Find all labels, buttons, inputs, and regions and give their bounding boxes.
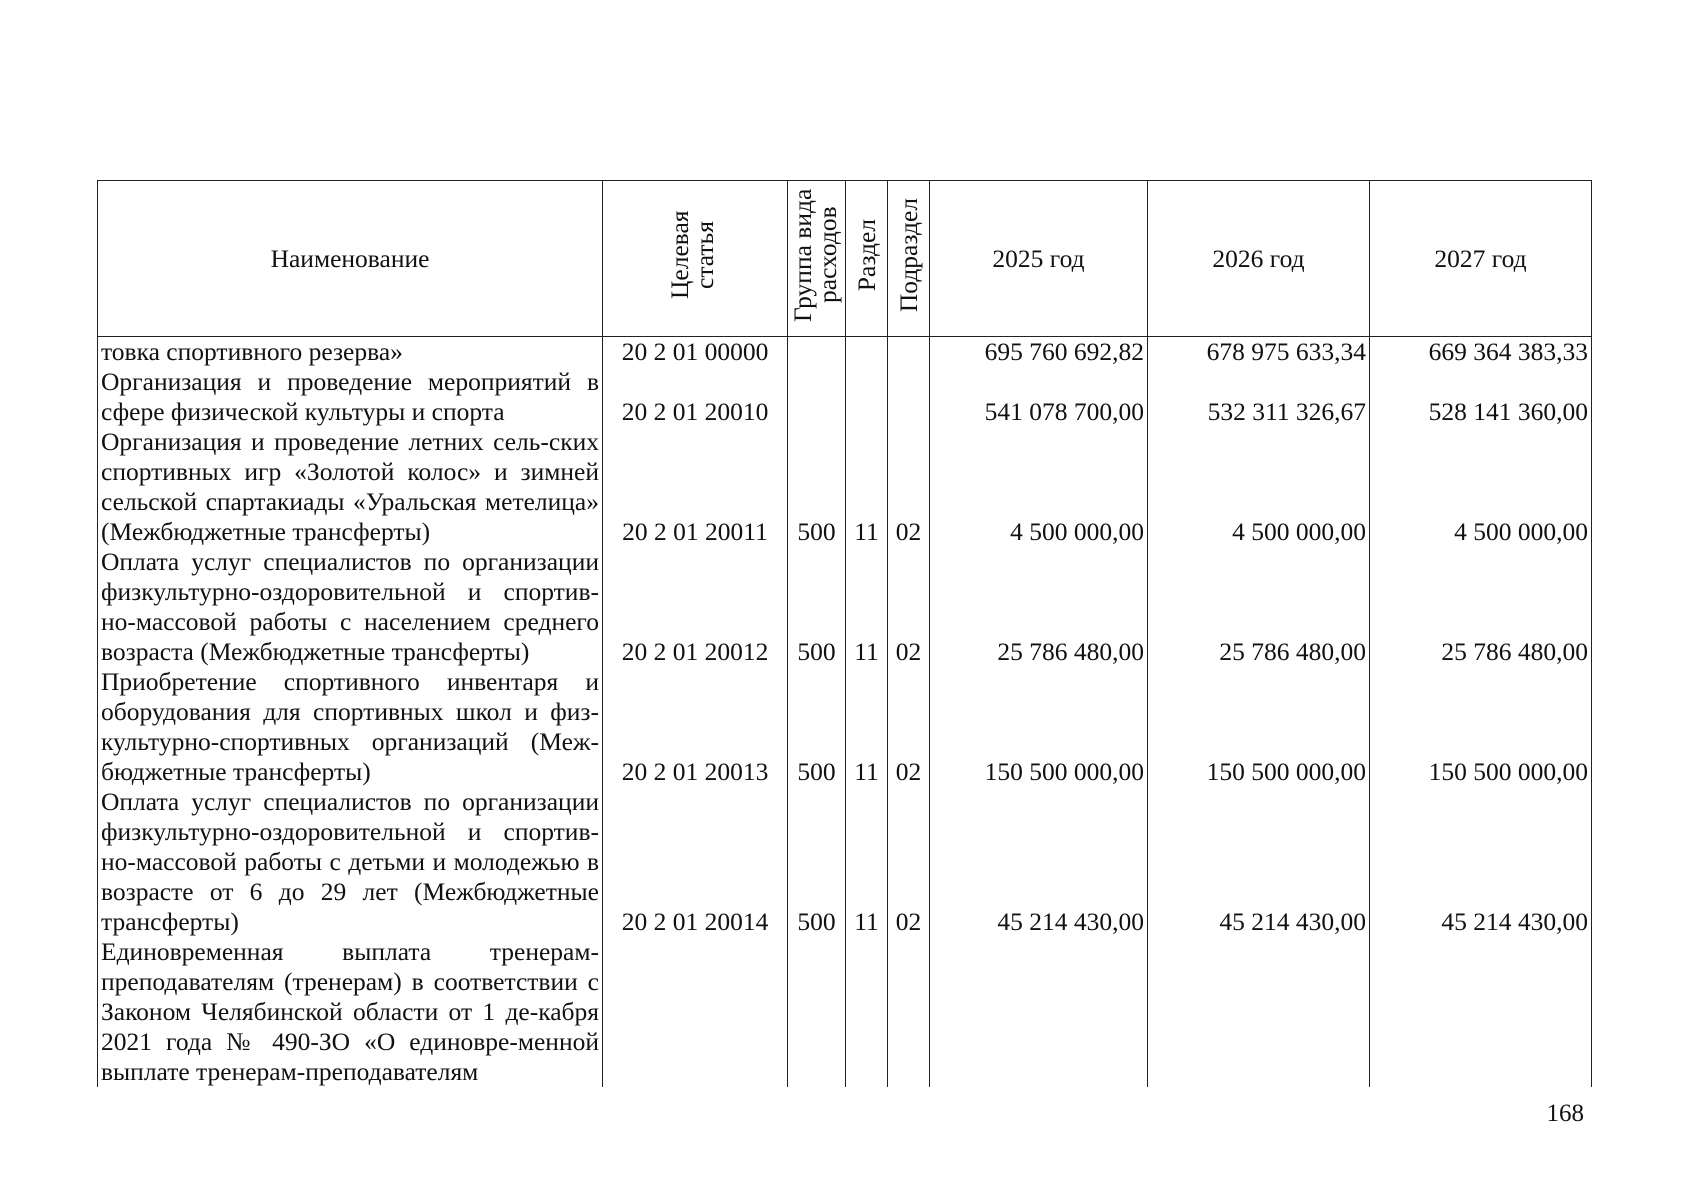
row-2025: 541 078 700,00 [930,367,1148,427]
header-target-article: Целевая статья [603,181,788,337]
row-2025 [930,937,1148,1087]
budget-table [97,180,1592,1087]
row-expense-group: 500 [788,667,846,787]
row-name: Организация и проведение летних сель-ских спортивных игр «Золотой колос» и зимней сельской спартакиады «Уральская метелица» (Межбюджетные трансферты) [98,427,603,547]
row-2027: 45 214 430,00 [1370,787,1592,937]
row-name: Оплата услуг специалистов по организации физкультурно-оздоровительной и спортив-но-массовой работы с детьми и молодежью в возрасте от 6 до 29 лет (Межбюджетные трансферты) [98,787,603,937]
table-row [98,787,1592,937]
row-target-article: 20 2 01 20012 [603,547,788,667]
row-2026: 532 311 326,67 [1148,367,1370,427]
row-section [846,367,888,427]
row-2027: 669 364 383,33 [1370,337,1592,368]
table-row [98,547,1592,667]
row-section: 11 [846,547,888,667]
row-name: Оплата услуг специалистов по организации физкультурно-оздоровительной и спортив-но-массовой работы с населением среднего возраста (Межбюджетные трансферты) [98,547,603,667]
row-section [846,337,888,368]
header-section: Раздел [846,181,888,337]
row-2027: 528 141 360,00 [1370,367,1592,427]
header-expense-group: Группа вида расходов [788,181,846,337]
row-section: 11 [846,667,888,787]
row-2025: 150 500 000,00 [930,667,1148,787]
row-section [846,937,888,1087]
row-expense-group: 500 [788,427,846,547]
header-subsection: Подраздел [888,181,930,337]
row-2027: 4 500 000,00 [1370,427,1592,547]
row-expense-group: 500 [788,547,846,667]
header-2026: 2026 год [1148,181,1370,337]
table-row [98,427,1592,547]
row-target-article: 20 2 01 00000 [603,337,788,368]
page-number: 168 [1546,1100,1584,1127]
table-header [98,181,1592,337]
row-name: Организация и проведение мероприятий в сфере физической культуры и спорта [98,367,603,427]
row-2025: 4 500 000,00 [930,427,1148,547]
row-subsection: 02 [888,667,930,787]
row-2026: 150 500 000,00 [1148,667,1370,787]
row-2025: 25 786 480,00 [930,547,1148,667]
row-2025: 45 214 430,00 [930,787,1148,937]
header-2025: 2025 год [930,181,1148,337]
row-target-article: 20 2 01 20010 [603,367,788,427]
row-subsection: 02 [888,547,930,667]
row-2025: 695 760 692,82 [930,337,1148,368]
table-row [98,937,1592,1087]
row-target-article: 20 2 01 20013 [603,667,788,787]
row-name: Приобретение спортивного инвентаря и оборудования для спортивных школ и физ-культурно-спортивных организаций (Меж-бюджетные трансферты) [98,667,603,787]
row-expense-group: 500 [788,787,846,937]
row-subsection [888,337,930,368]
row-target-article: 20 2 01 20014 [603,787,788,937]
row-expense-group [788,937,846,1087]
row-2026 [1148,937,1370,1087]
header-2027: 2027 год [1370,181,1592,337]
row-name: Единовременная выплата тренерам-преподавателям (тренерам) в соответствии с Законом Челябинской области от 1 де-кабря 2021 года № 490-ЗО «О единовре-менной выплате тренерам-преподавателям [98,937,603,1087]
row-2026: 678 975 633,34 [1148,337,1370,368]
row-2026: 4 500 000,00 [1148,427,1370,547]
row-section: 11 [846,427,888,547]
row-expense-group [788,367,846,427]
row-target-article [603,937,788,1087]
row-2027: 25 786 480,00 [1370,547,1592,667]
row-subsection: 02 [888,427,930,547]
row-subsection [888,367,930,427]
row-expense-group [788,337,846,368]
row-target-article: 20 2 01 20011 [603,427,788,547]
row-2027: 150 500 000,00 [1370,667,1592,787]
table-body [98,337,1592,1088]
table-row [98,667,1592,787]
header-name: Наименование [98,181,603,337]
row-name: товка спортивного резерва» [98,337,603,368]
row-2027 [1370,937,1592,1087]
row-2026: 25 786 480,00 [1148,547,1370,667]
row-subsection [888,937,930,1087]
row-subsection: 02 [888,787,930,937]
row-section: 11 [846,787,888,937]
table-row [98,367,1592,427]
table-row [98,337,1592,368]
row-2026: 45 214 430,00 [1148,787,1370,937]
